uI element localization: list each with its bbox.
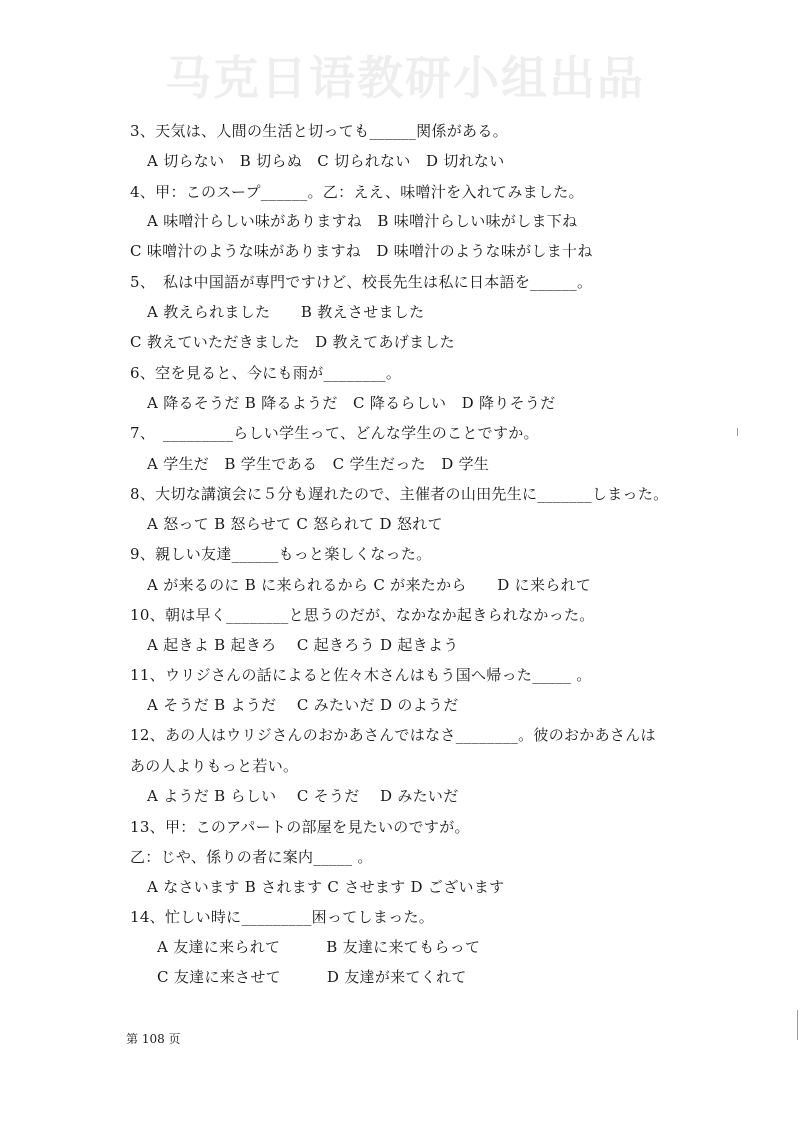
question-12: 12、あの人はウリジさんのおかあさんではなさ________。彼のおかあさんは [130,726,656,744]
question-12-options: A ようだ B らしい C そうだ D みたいだ [147,787,459,805]
question-13-options: A なさいます B されます C させます D ございます [147,878,505,896]
question-14: 14、忙しい時に_________困ってしまった。 [130,908,435,926]
watermark-text: 马克日语教研小组出品 [165,51,645,105]
question-3: 3、天気は、人間の生活と切っても______関係がある。 [130,122,508,140]
question-9: 9、親しい友達______もっと楽しくなった。 [130,545,432,563]
question-5-options-cd: C 教えていただきました D 教えてあげました [130,333,455,351]
question-10: 10、朝は早く________と思うのだが、なかなか起きられなかった。 [130,606,595,624]
question-11-options: A そうだ B ようだ C みたいだ D のようだ [147,696,459,714]
scan-edge-line [797,1010,798,1040]
question-3-options: A 切らない B 切らぬ C 切られない D 切れない [147,152,505,170]
question-14-options-ab: A 友達に来られて B 友達に来てもらって [157,938,481,956]
question-5: 5、 私は中国語が専門ですけど、校長先生は私に日本語を______。 [130,273,593,291]
question-7: 7、 _________らしい学生って、どんな学生のことですか。 [130,424,539,442]
page-number: 第 108 页 [126,1032,181,1046]
question-4-options-cd: C 味噌汁のような味がありますね D 味噌汁のような味がしま十ね [130,242,593,260]
question-4: 4、甲：このスープ______。乙：ええ、味噌汁を入れてみました。 [130,183,584,201]
question-8-options: A 怒って B 怒らせて C 怒られて D 怒れて [147,515,443,533]
question-11: 11、ウリジさんの話によると佐々木さんはもう国へ帰った_____ 。 [130,666,592,684]
question-7-options: A 学生だ B 学生である C 学生だった D 学生 [147,455,490,473]
question-5-options-ab: A 教えられました B 教えさせました [147,303,425,321]
question-14-options-cd: C 友達に来させて D 友達が来てくれて [157,968,467,986]
question-6-options: A 降るそうだ B 降るようだ C 降るらしい D 降りそうだ [147,394,556,412]
question-8: 8、大切な講演会に５分も遅れたので、主催者の山田先生に_______しまった。 [130,485,669,503]
question-13: 13、甲：このアパートの部屋を見たいのですが。 [130,818,470,836]
question-12-continued: あの人よりもっと若い。 [130,757,299,775]
question-9-options: A が来るのに B に来られるから C が来たから D に来られて [147,576,592,594]
question-6: 6、空を見ると、今にも雨が________。 [130,364,402,382]
question-4-options-ab: A 味噌汁らしい味がありますね B 味噌汁らしい味がしま下ね [147,212,578,230]
scan-speck [737,428,738,436]
question-13-reply: 乙：じや、係りの者に案内_____ 。 [130,848,373,866]
question-10-options: A 起きよ B 起きろ C 起きろう D 起きよう [147,636,459,654]
